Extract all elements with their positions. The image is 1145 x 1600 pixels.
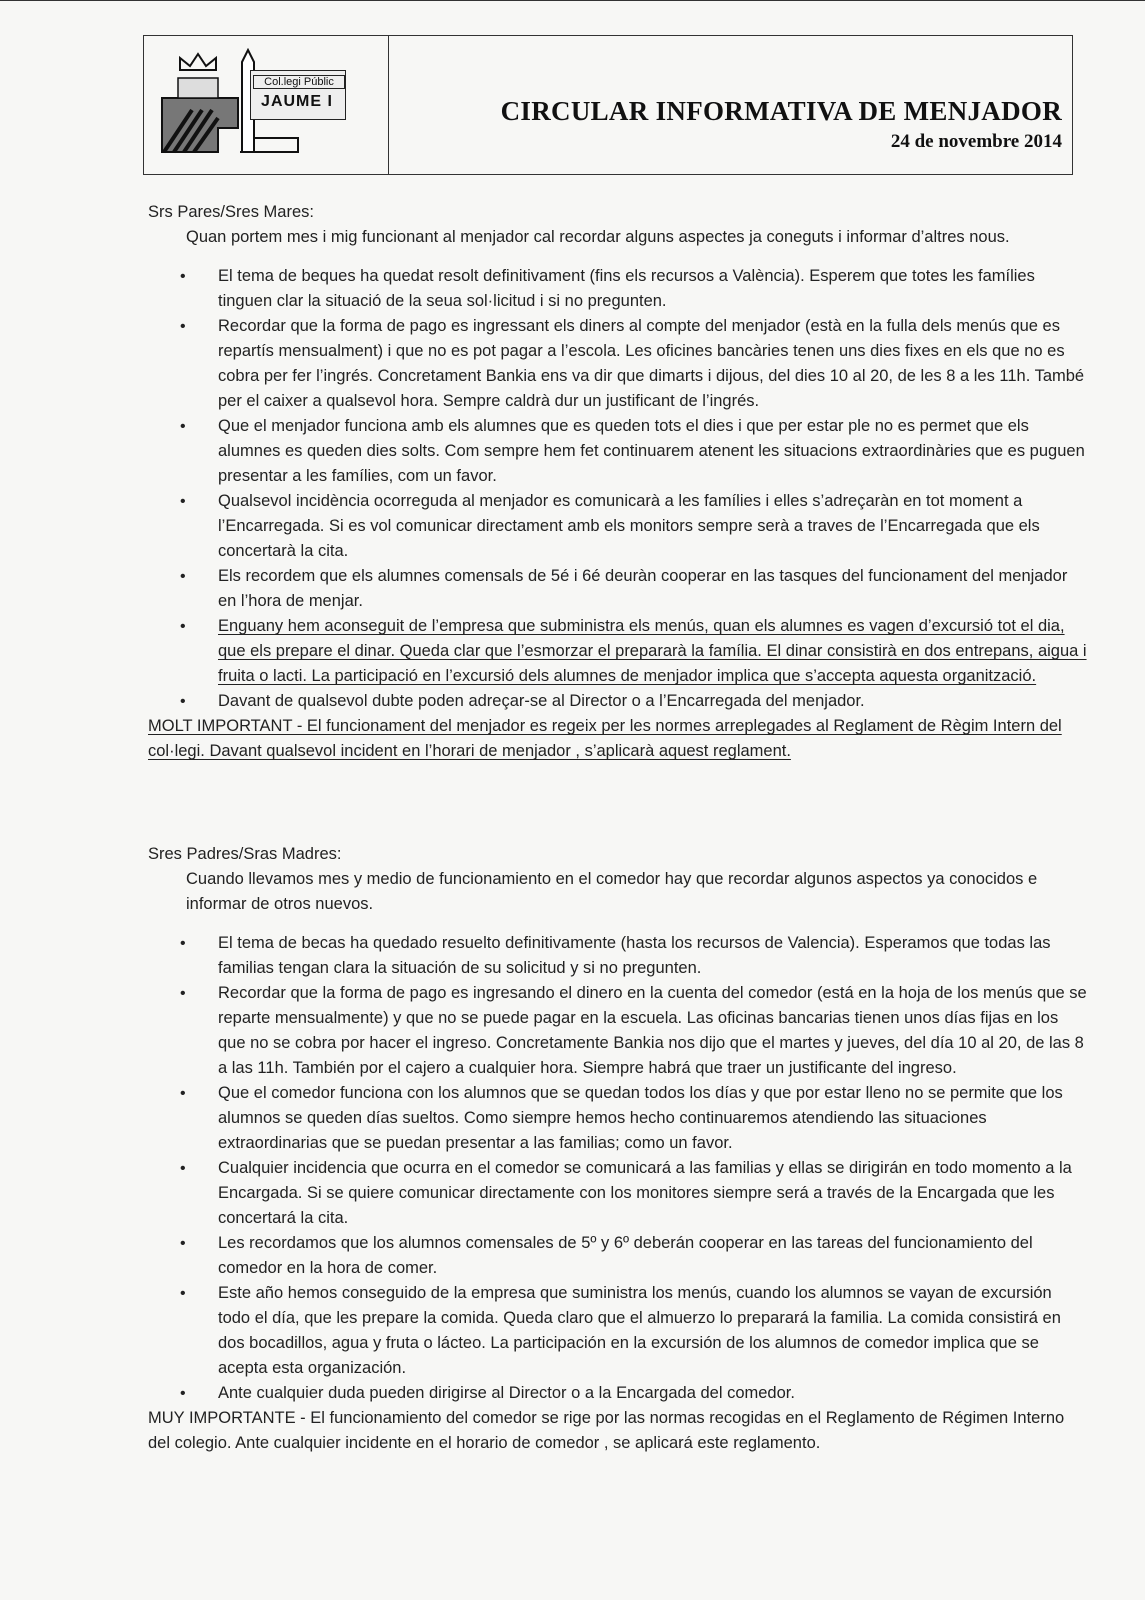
- bullet-icon: •: [180, 268, 186, 285]
- circular-date: 24 de novembre 2014: [890, 131, 1062, 152]
- logo-school-type: Col.legi Públic: [253, 75, 345, 89]
- bullet-icon: •: [180, 318, 186, 335]
- bullet-icon: •: [180, 1085, 186, 1102]
- header-divider: [388, 36, 389, 174]
- bullet-icon: •: [180, 618, 186, 635]
- list-item: • Recordar que la forma de pago es ingresando el dinero en la cuenta del comedor (está en la hoja de los menús que se reparte mensualmente) y que no se puede pagar en la escuela. Las oficinas bancarias tienen unos días fijas en los que no se cobra por hacer el ingreso. Concretamente Bankia nos dijo que el martes y jueves, del día 10 al 20, de las 8 a las 11h. También por el cajero a cualquier hora. Siempre habrá que traer un justificante del ingreso.: [148, 981, 1088, 1081]
- list-item: • Davant de qualsevol dubte poden adreçar-se al Director o a l’Encarregada del menjador.: [148, 689, 1088, 714]
- list-item: • El tema de becas ha quedado resuelto definitivamente (hasta los recursos de Valencia). Esperamos que todas las familias tengan clara la situación de su solicitud y si no pregunten.: [148, 931, 1088, 981]
- page-title: CIRCULAR INFORMATIVA DE MENJADOR: [500, 96, 1062, 126]
- bullet-icon: •: [180, 568, 186, 585]
- list-item: • Els recordem que els alumnes comensals de 5é i 6é deuràn cooperar en las tasques del funcionament del menjador en l’hora de menjar.: [148, 564, 1088, 614]
- top-rule: [0, 0, 1145, 1]
- list-item: • Que el comedor funciona con los alumnos que se quedan todos los días y que por estar lleno no se permite que los alumnos se queden días sueltos. Como siempre hemos hecho continuaremos atendiendo las situaciones extraordinarias que se puedan presentar a las familias; como un favor.: [148, 1081, 1088, 1156]
- list-item: • Recordar que la forma de pago es ingressant els diners al compte del menjador (està en la fulla dels menús que es repartís mensualment) i que no es pot pagar a l’escola. Les oficines bancàries tenen uns dies fixes en els que no es cobra per fer l’ingrés. Concretament Bankia ens va dir que dimarts i dijous, del dies 10 al 20, de les 8 a les 11h. També per el caixer a qualsevol hora. Sempre caldrà dur un justificant de l’ingrés.: [148, 314, 1088, 414]
- bullet-icon: •: [180, 1385, 186, 1402]
- spanish-section: [148, 842, 1088, 1456]
- bullet-icon: •: [180, 418, 186, 435]
- logo-school-name: JAUME I: [261, 93, 333, 110]
- bullet-icon: •: [180, 1235, 186, 1252]
- school-logo: [158, 48, 348, 158]
- list-item: • Que el menjador funciona amb els alumnes que es queden tots el dies i que per estar ple no es permet que els alumnes es queden dies solts. Com sempre hem fet continuarem atenent les situacions extraordinàries que es puguen presentar a les famílies, com un favor.: [148, 414, 1088, 489]
- bullet-icon: •: [180, 1285, 186, 1302]
- catalan-intro: Quan portem mes i mig funcionant al menjador cal recordar alguns aspectes ja coneguts i informar d’altres nous.: [186, 228, 1010, 246]
- bullet-icon: •: [180, 1160, 186, 1177]
- logo-text-box: [250, 70, 346, 120]
- list-item-underlined: • Enguany hem aconseguit de l’empresa que subministra els menús, quan els alumnes es vagen d’excursió tot el dia, que els prepare el dinar. Queda clar que l’esmorzar el prepararà la família. El dinar consistirà en dos entrepans, aigua i fruita o lacti. La participació en l’excursió dels alumnes de menjador implica que s’accepta aquesta organització.: [148, 614, 1088, 689]
- list-item: • Ante cualquier duda pueden dirigirse al Director o a la Encargada del comedor.: [148, 1381, 1088, 1406]
- spanish-important-notice: MUY IMPORTANTE - El funcionamiento del comedor se rige por las normas recogidas en el Reglamento de Régimen Interno del colegio. Ante cualquier incidente en el horario de comedor , se aplicará este reglamento.: [148, 1409, 1065, 1452]
- catalan-important-notice: MOLT IMPORTANT - El funcionament del menjador es regeix per les normes arreplegades al Reglament de Règim Intern del col·legi. Davant qualsevol incident en l’horari de menjador , s’aplicarà aquest reglament.: [148, 717, 1062, 760]
- bullet-icon: •: [180, 985, 186, 1002]
- bullet-icon: •: [180, 935, 186, 952]
- bullet-icon: •: [180, 693, 186, 710]
- list-item: • Les recordamos que los alumnos comensales de 5º y 6º deberán cooperar en las tareas del funcionamiento del comedor en la hora de comer.: [148, 1231, 1088, 1281]
- catalan-item-list: [148, 264, 1088, 714]
- list-item: • Este año hemos conseguido de la empresa que suministra los menús, cuando los alumnos se vayan de excursión todo el día, que les prepare la comida. Queda claro que el almuerzo lo preparará la familia. La comida consistirá en dos bocadillos, agua y fruta o lácteo. La participación en la excursión de los alumnos de comedor implica que se acepta esta organización.: [148, 1281, 1088, 1381]
- list-item: • El tema de beques ha quedat resolt definitivament (fins els recursos a València). Esperem que totes les famílies tinguen clar la situació de la seua sol·licitud i si no pregunten.: [148, 264, 1088, 314]
- spanish-greeting: Sres Padres/Sras Madres:: [148, 845, 342, 863]
- spanish-intro: Cuando llevamos mes y medio de funcionamiento en el comedor hay que recordar algunos aspectos ya conocidos e informar de otros nuevos.: [186, 870, 1038, 913]
- spanish-item-list: [148, 931, 1088, 1406]
- catalan-section: [148, 200, 1088, 764]
- bullet-icon: •: [180, 493, 186, 510]
- list-item: • Qualsevol incidència ocorreguda al menjador es comunicarà a les famílies i elles s’adreçaràn en tot moment a l’Encarregada. Si es vol comunicar directament amb els monitors sempre serà a traves de l’Encarregada que els concertarà la cita.: [148, 489, 1088, 564]
- header-box: [143, 35, 1073, 175]
- list-item: • Cualquier incidencia que ocurra en el comedor se comunicará a las familias y ellas se dirigirán en todo momento a la Encargada. Si se quiere comunicar directamente con los monitores siempre será a través de la Encargada que les concertará la cita.: [148, 1156, 1088, 1231]
- catalan-greeting: Srs Pares/Sres Mares:: [148, 203, 314, 221]
